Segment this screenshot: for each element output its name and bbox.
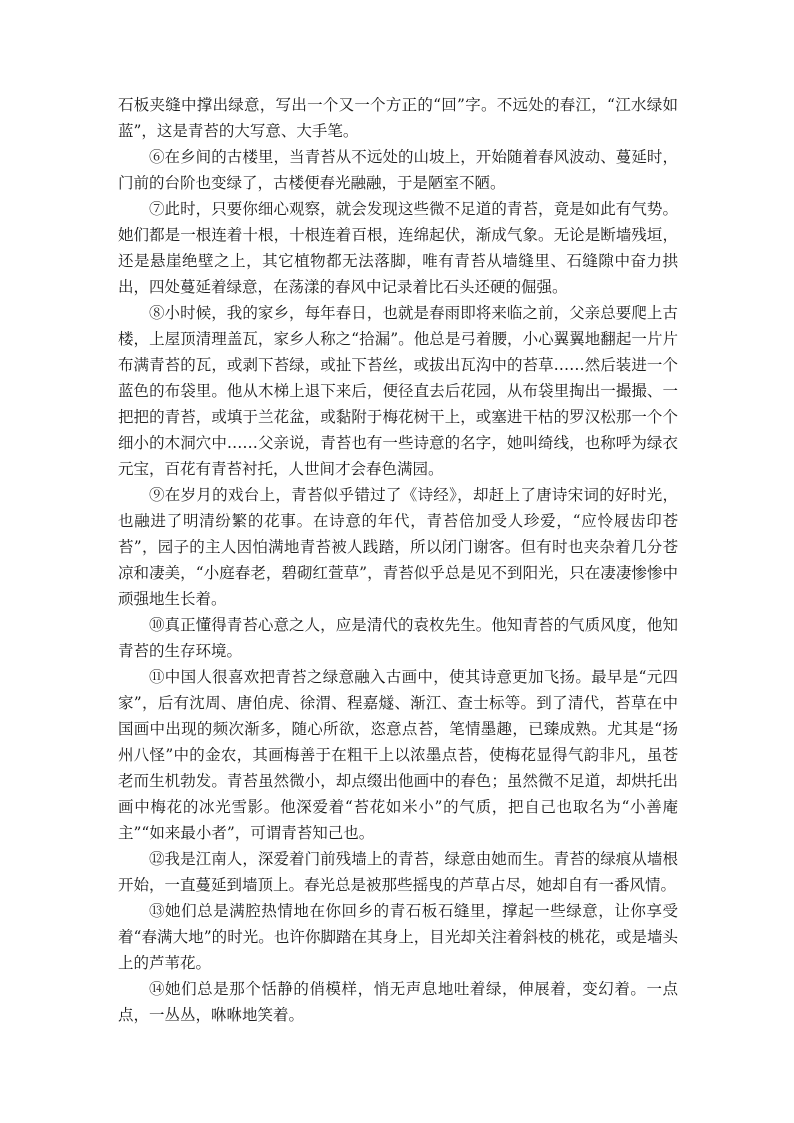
paragraph-10: ⑩真正懂得青苔心意之人，应是清代的袁枚先生。他知青苔的气质风度，他知青苔的生存环境。 — [118, 616, 678, 660]
paragraph-7: ⑦此时，只要你细心观察，就会发现这些微不足道的青苔，竟是如此有气势。她们都是一根连着十根，十根连着百根，连绵起伏，渐成气象。无论是断墙残垣，还是悬崖绝壁之上，其它植物都无法落脚，唯有青苔从墙缝里、石缝隙中奋力拱出，四处蔓延着绿意，在荡漾的春风中记录着比石头还硬的倔强。 — [118, 200, 678, 296]
document-page — [118, 92, 678, 1028]
paragraph-14: ⑭她们总是那个恬静的俏模样，悄无声息地吐着绿，伸展着，变幻着。一点点，一丛丛，咻咻地笑着。 — [118, 980, 678, 1024]
paragraph-13: ⑬她们总是满腔热情地在你回乡的青石板石缝里，撑起一些绿意，让你享受着“春满大地”的时光。也许你脚踏在其身上，目光却关注着斜枝的桃花，或是墙头上的芦苇花。 — [118, 902, 678, 972]
paragraph-9: ⑨在岁月的戏台上，青苔似乎错过了《诗经》，却赶上了唐诗宋词的好时光，也融进了明清纷繁的花事。在诗意的年代，青苔倍加受人珍爱，“应怜屐齿印苍苔”，园子的主人因怕满地青苔被人践踏，所以闭门谢客。但有时也夹杂着几分苍凉和凄美，“小庭春老，碧砌红萱草”，青苔似乎总是见不到阳光，只在凄凄惨惨中顽强地生长着。 — [118, 486, 678, 608]
paragraph-6: ⑥在乡间的古楼里，当青苔从不远处的山坡上，开始随着春风波动、蔓延时，门前的台阶也变绿了，古楼便春光融融，于是陋室不陋。 — [118, 148, 678, 192]
paragraph-12: ⑫我是江南人，深爱着门前残墙上的青苔，绿意由她而生。青苔的绿痕从墙根开始，一直蔓延到墙顶上。春光总是被那些摇曳的芦草占尽，她却自有一番风情。 — [118, 850, 678, 894]
paragraph-continued: 石板夹缝中撑出绿意，写出一个又一个方正的“回”字。不远处的春江，“江水绿如蓝”，这是青苔的大写意、大手笔。 — [118, 96, 678, 140]
paragraph-8: ⑧小时候，我的家乡，每年春日，也就是春雨即将来临之前，父亲总要爬上古楼，上屋顶清理盖瓦，家乡人称之“拾漏”。他总是弓着腰，小心翼翼地翻起一片片布满青苔的瓦，或剥下苔绿，或扯下苔丝，或拔出瓦沟中的苔草……然后装进一个蓝色的布袋里。他从木梯上退下来后，便径直去后花园，从布袋里掏出一撮撮、一把把的青苔，或填于兰花盆，或黏附于梅花树干上，或塞进干枯的罗汉松那一个个细小的木洞穴中……父亲说，青苔也有一些诗意的名字，她叫绮线，也称呼为绿衣元宝，百花有青苔衬托，人世间才会春色满园。 — [118, 304, 678, 478]
paragraph-11: ⑪中国人很喜欢把青苔之绿意融入古画中，使其诗意更加飞扬。最早是“元四家”，后有沈周、唐伯虎、徐渭、程嘉燧、渐江、查士标等。到了清代，苔草在中国画中出现的频次渐多，随心所欲，恣意点苔，笔情墨趣，已臻成熟。尤其是“扬州八怪”中的金农，其画梅善于在粗干上以浓墨点苔，使梅花显得气韵非凡，虽苍老而生机勃发。青苔虽然微小，却点缀出他画中的春色；虽然微不足道，却烘托出画中梅花的冰光雪影。他深爱着“苔花如米小”的气质，把自己也取名为“小善庵主”“如来最小者”，可谓青苔知己也。 — [118, 668, 678, 842]
